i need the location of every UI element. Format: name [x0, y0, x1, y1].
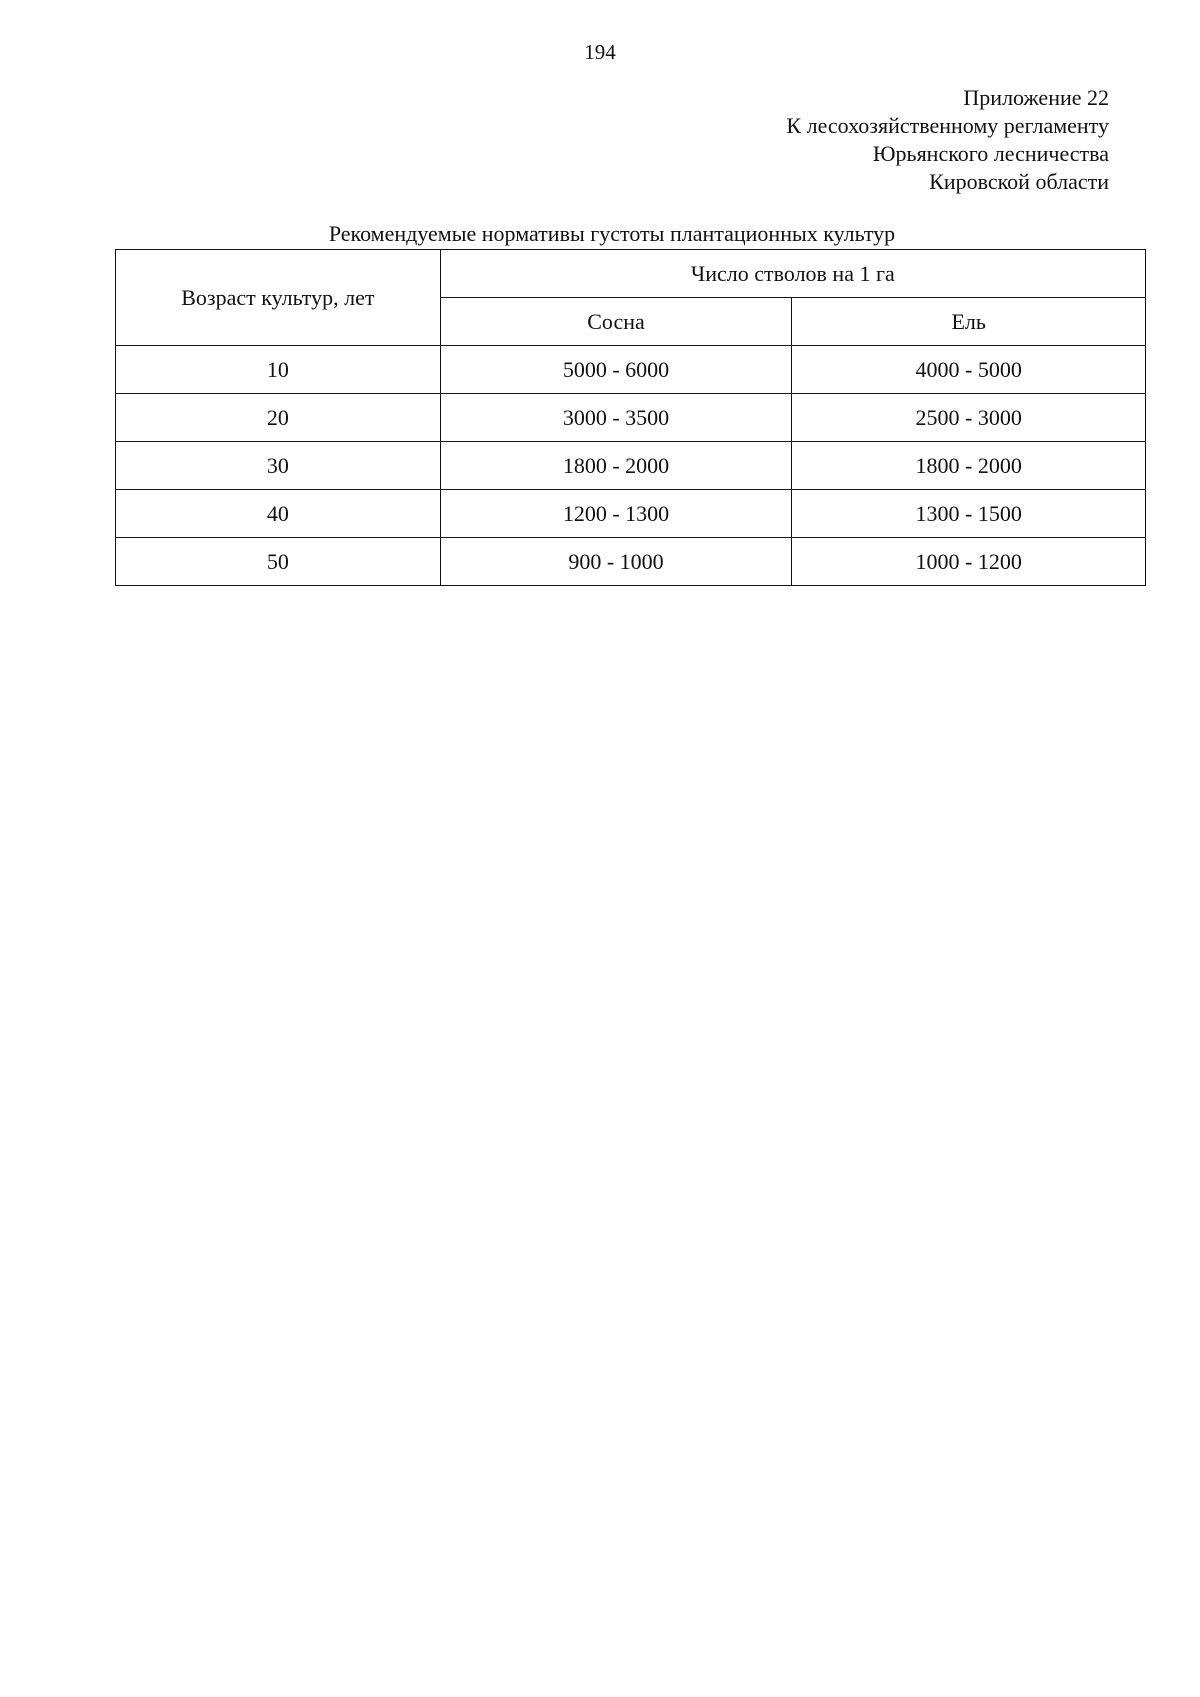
cell-spruce: 1300 - 1500 [792, 490, 1146, 538]
table-header-row [116, 250, 1146, 298]
cell-pine: 900 - 1000 [440, 538, 792, 586]
appendix-line: Юрьянского лесничества [872, 141, 1109, 166]
cell-age: 50 [116, 538, 441, 586]
header-spruce: Ель [792, 298, 1146, 346]
cell-spruce: 4000 - 5000 [792, 346, 1146, 394]
header-stems: Число стволов на 1 га [440, 250, 1145, 298]
cell-spruce: 1000 - 1200 [792, 538, 1146, 586]
appendix-line: Приложение 22 [963, 85, 1109, 110]
table-row [116, 394, 1146, 442]
cell-spruce: 1800 - 2000 [792, 442, 1146, 490]
cell-age: 20 [116, 394, 441, 442]
cell-pine: 1200 - 1300 [440, 490, 792, 538]
cell-pine: 3000 - 3500 [440, 394, 792, 442]
table-row [116, 346, 1146, 394]
table-row [116, 442, 1146, 490]
cell-pine: 1800 - 2000 [440, 442, 792, 490]
cell-age: 40 [116, 490, 441, 538]
table-row [116, 538, 1146, 586]
appendix-block [786, 84, 1109, 196]
header-age: Возраст культур, лет [116, 250, 441, 346]
header-pine: Сосна [440, 298, 792, 346]
cell-age: 10 [116, 346, 441, 394]
cell-age: 30 [116, 442, 441, 490]
appendix-line: К лесохозяйственному регламенту [786, 113, 1109, 138]
cell-spruce: 2500 - 3000 [792, 394, 1146, 442]
page-number: 194 [584, 40, 616, 64]
cell-pine: 5000 - 6000 [440, 346, 792, 394]
appendix-line: Кировской области [929, 169, 1109, 194]
density-norms-table [115, 249, 1146, 586]
table-title: Рекомендуемые нормативы густоты плантационных культур [328, 221, 896, 246]
table-row [116, 490, 1146, 538]
